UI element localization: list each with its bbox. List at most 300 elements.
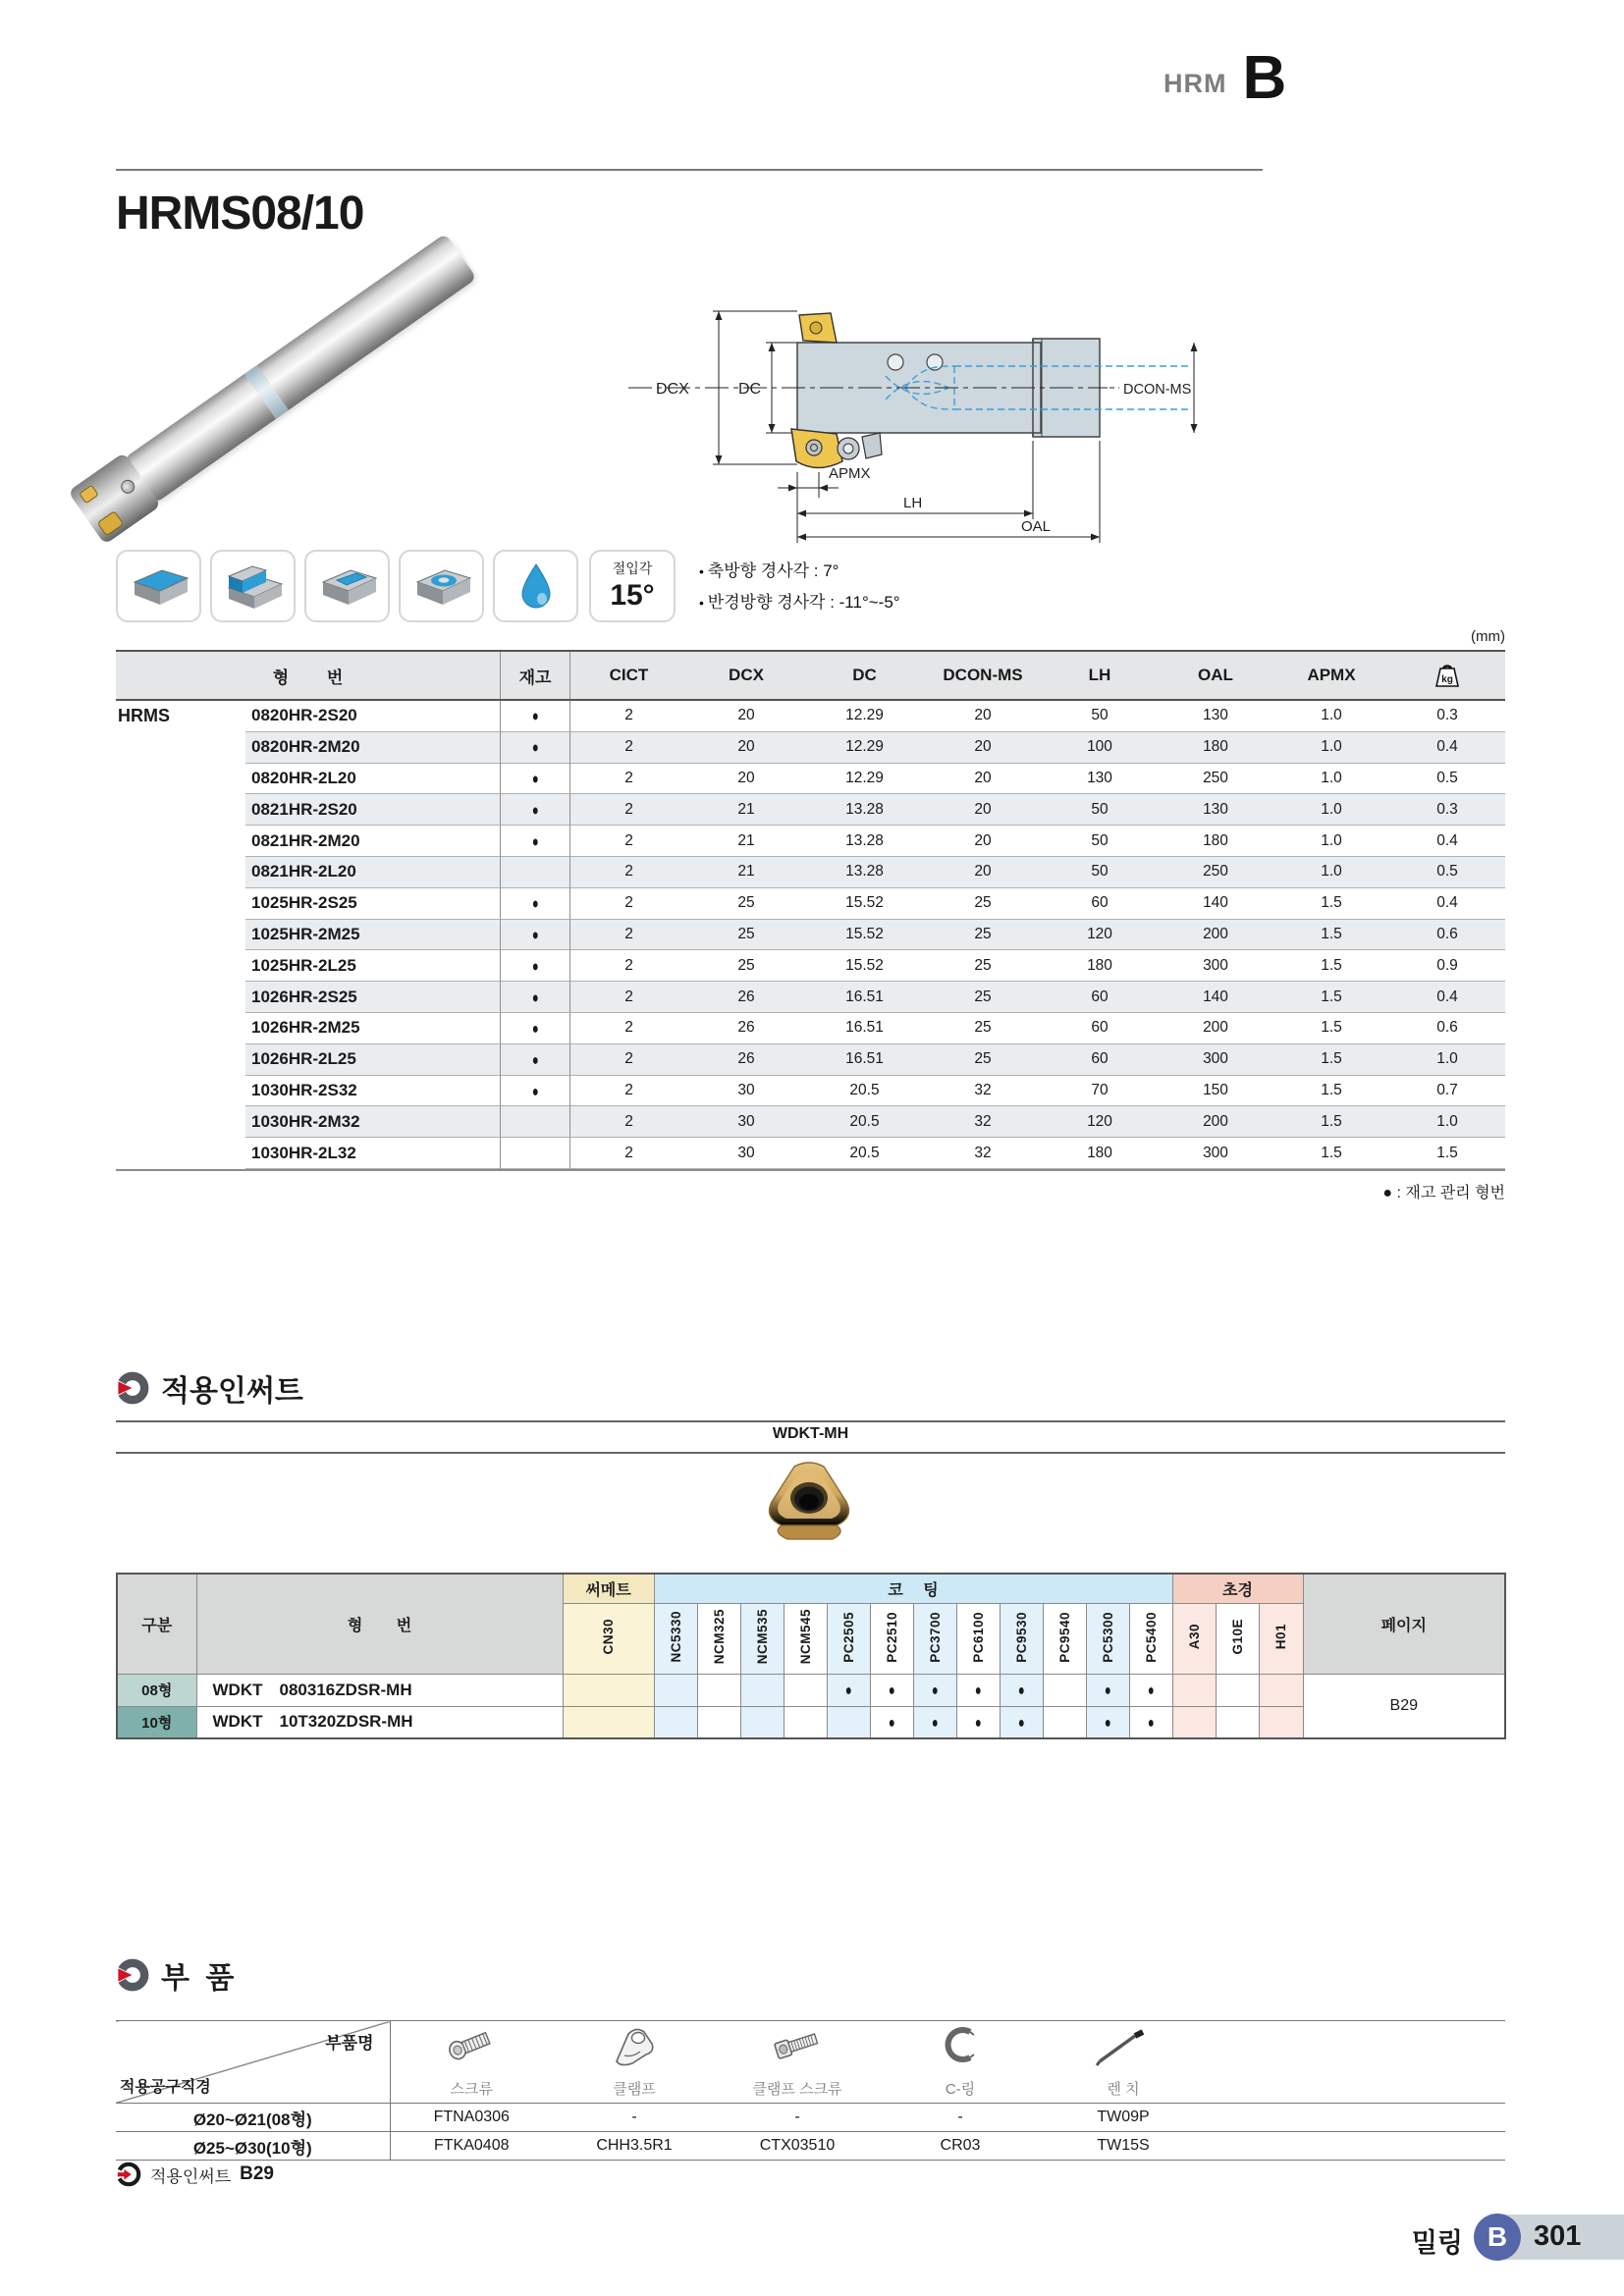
model-cell: 0821HR-2S20 (245, 794, 500, 826)
grade-row (117, 1706, 1505, 1738)
spec-row (116, 732, 1505, 764)
shoulder-milling-glyph (219, 561, 288, 612)
value-cell: 50 (1042, 857, 1158, 888)
model-cell: 1030HR-2S32 (245, 1076, 500, 1107)
availability-cell (956, 1674, 1000, 1706)
stock-cell (500, 794, 570, 826)
coolant-drop-icon (493, 550, 578, 622)
unit-note: (mm) (1471, 628, 1505, 645)
spec-row (116, 794, 1505, 826)
parts-header-images-row (116, 2021, 1505, 2074)
model-cell: 1026HR-2M25 (245, 1013, 500, 1044)
section-bullet-icon (116, 1958, 149, 1992)
model-cell: 1025HR-2L25 (245, 950, 500, 982)
part-name: C-링 (879, 2074, 1042, 2104)
col-page: 페이지 (1303, 1574, 1505, 1674)
value-cell: 32 (924, 1138, 1042, 1169)
coolant-glyph (518, 561, 554, 611)
availability-cell (697, 1674, 740, 1706)
parts-section-title: 부 품 (161, 1962, 235, 1995)
value-cell: 0.4 (1389, 732, 1505, 764)
grade-name (1259, 1603, 1303, 1674)
model-cell: 0820HR-2S20 (245, 701, 500, 732)
model-cell: 1025HR-2M25 (245, 920, 500, 951)
value-cell: 100 (1042, 732, 1158, 764)
series-cell (116, 732, 245, 764)
value-cell: 1.0 (1273, 794, 1389, 826)
model-cell: 1025HR-2S25 (245, 888, 500, 920)
dim-label-apmx: APMX (829, 465, 871, 482)
grade-name (1129, 1603, 1172, 1674)
value-cell: 140 (1158, 888, 1273, 920)
value-cell: 12.29 (805, 732, 924, 764)
diameter-range-cell: Ø20~Ø21(08형) (116, 2104, 390, 2132)
value-cell: 15.52 (805, 888, 924, 920)
availability-cell (563, 1674, 654, 1706)
value-cell: 15.52 (805, 920, 924, 951)
value-cell: 150 (1158, 1076, 1273, 1107)
category-cell: 08형 (117, 1674, 196, 1706)
series-cell (116, 1013, 245, 1044)
stock-dot: ● (531, 769, 539, 788)
parts-section-header (116, 1953, 234, 1997)
footer-page-number: 301 (1534, 2220, 1582, 2252)
value-cell: 1.0 (1389, 1044, 1505, 1076)
value-cell: 21 (687, 794, 805, 826)
part-number-cell: - (716, 2104, 879, 2132)
value-cell: 20 (924, 857, 1042, 888)
value-cell: 20 (924, 794, 1042, 826)
value-cell: 13.28 (805, 857, 924, 888)
parts-row (116, 2132, 1505, 2161)
grade-name-text: PC2505 (840, 1611, 856, 1663)
insert-grade-table (116, 1573, 1506, 1739)
stock-dot: ● (531, 893, 539, 913)
value-cell: 20 (924, 732, 1042, 764)
value-cell: 1.5 (1273, 982, 1389, 1013)
availability-dot: ● (1147, 1680, 1155, 1699)
value-cell: 12.29 (805, 764, 924, 795)
availability-dot: ● (888, 1680, 895, 1699)
value-cell: 1.5 (1273, 950, 1389, 982)
dim-label-dc: DC (738, 381, 762, 398)
grade-name-text: NCM325 (711, 1609, 727, 1665)
value-cell: 180 (1158, 826, 1273, 857)
insert-model: 080316ZDSR-MH (279, 1680, 412, 1699)
availability-cell (740, 1706, 784, 1738)
grade-name (740, 1603, 784, 1674)
availability-cell (1172, 1706, 1216, 1738)
grade-row (117, 1674, 1505, 1706)
stock-cell (500, 888, 570, 920)
dim-label-oal: OAL (1021, 518, 1052, 535)
grade-name-text: NCM545 (797, 1609, 813, 1665)
value-cell: 60 (1042, 1013, 1158, 1044)
section-bullet-icon (116, 1371, 149, 1405)
availability-cell (1259, 1674, 1303, 1706)
value-cell: 25 (924, 920, 1042, 951)
value-cell: 25 (687, 950, 805, 982)
value-cell: 20 (687, 732, 805, 764)
header-rule (116, 169, 1263, 171)
grade-name-text: PC6100 (970, 1611, 986, 1663)
spec-table (116, 650, 1505, 1169)
parts-row (116, 2104, 1505, 2132)
value-cell: 2 (570, 1138, 687, 1169)
filler-cell (1205, 2074, 1505, 2104)
series-label: HRM (1164, 68, 1227, 98)
value-cell: 2 (570, 1013, 687, 1044)
stock-dot: ● (531, 925, 539, 944)
value-cell: 16.51 (805, 982, 924, 1013)
spec-table-bottom-rule (116, 1169, 1505, 1171)
stock-cell (500, 950, 570, 982)
value-cell: 25 (924, 982, 1042, 1013)
corner-label-part-name: 부품명 (325, 2034, 374, 2053)
grade-name-text: PC9530 (1013, 1611, 1029, 1663)
value-cell: 0.4 (1389, 888, 1505, 920)
series-cell (116, 950, 245, 982)
availability-cell (870, 1706, 913, 1738)
stock-cell (500, 1076, 570, 1107)
value-cell: 30 (687, 1138, 805, 1169)
model-cell: 0820HR-2M20 (245, 732, 500, 764)
grade-name (1172, 1603, 1216, 1674)
value-cell: 26 (687, 1044, 805, 1076)
availability-cell (1086, 1674, 1129, 1706)
rake-angle-notes (699, 556, 900, 618)
grade-name (870, 1603, 913, 1674)
grade-name (563, 1603, 654, 1674)
part-number-cell: TW09P (1042, 2104, 1205, 2132)
spec-row (116, 950, 1505, 982)
stock-dot: ● (531, 1081, 539, 1100)
value-cell: 1.5 (1273, 1076, 1389, 1107)
dimension-diagram (589, 240, 1200, 555)
tool-shank (124, 234, 477, 504)
value-cell: 2 (570, 794, 687, 826)
value-cell: 1.0 (1389, 1106, 1505, 1138)
model-cell: 0821HR-2L20 (245, 857, 500, 888)
value-cell: 16.51 (805, 1013, 924, 1044)
value-cell: 180 (1158, 732, 1273, 764)
availability-cell (784, 1674, 827, 1706)
wrench-icon (1042, 2021, 1205, 2074)
page-header (1164, 44, 1287, 112)
availability-dot: ● (844, 1680, 852, 1699)
series-cell (116, 1076, 245, 1107)
value-cell: 20 (687, 701, 805, 732)
value-cell: 200 (1158, 1013, 1273, 1044)
group-coating: 코 팅 (654, 1574, 1172, 1603)
value-cell: 2 (570, 920, 687, 951)
grade-name-text: PC5300 (1100, 1611, 1115, 1663)
availability-cell (1216, 1706, 1259, 1738)
clamp-icon (553, 2021, 716, 2074)
value-cell: 0.6 (1389, 1013, 1505, 1044)
stock-cell (500, 1044, 570, 1076)
axial-rake-note: • 축방향 경사각 : 7° (699, 556, 900, 587)
grade-group-row (117, 1574, 1505, 1603)
value-cell: 200 (1158, 920, 1273, 951)
value-cell: 21 (687, 826, 805, 857)
stock-dot: ● (531, 737, 539, 757)
insert-maker: WDKT (212, 1680, 263, 1699)
series-cell (116, 1106, 245, 1138)
grade-name-text: A30 (1186, 1624, 1202, 1650)
grade-name (827, 1603, 870, 1674)
tool-label-band (244, 365, 289, 419)
value-cell: 26 (687, 1013, 805, 1044)
value-cell: 70 (1042, 1076, 1158, 1107)
insert-photo (754, 1457, 864, 1547)
stock-dot: ● (531, 988, 539, 1006)
series-cell (116, 920, 245, 951)
value-cell: 13.28 (805, 794, 924, 826)
page-ref-cell: B29 (1303, 1674, 1505, 1738)
insert-rule-bottom (116, 1452, 1505, 1454)
col-lh: LH (1088, 666, 1111, 684)
grade-name-text: PC9540 (1056, 1611, 1072, 1663)
value-cell: 0.5 (1389, 764, 1505, 795)
value-cell: 300 (1158, 1138, 1273, 1169)
insert-maker: WDKT (212, 1712, 263, 1732)
value-cell: 13.28 (805, 826, 924, 857)
value-cell: 12.29 (805, 701, 924, 732)
value-cell: 0.7 (1389, 1076, 1505, 1107)
value-cell: 50 (1042, 826, 1158, 857)
availability-cell (563, 1706, 654, 1738)
value-cell: 2 (570, 1044, 687, 1076)
page-title: HRMS08/10 (116, 187, 364, 240)
value-cell: 140 (1158, 982, 1273, 1013)
value-cell: 0.3 (1389, 701, 1505, 732)
grade-name-text: PC2510 (884, 1611, 899, 1663)
col-dcon-ms: DCON-MS (943, 666, 1023, 684)
col-model: 형 번 (272, 667, 344, 687)
parts-table (116, 2020, 1505, 2161)
spec-row (116, 920, 1505, 951)
stock-dot: ● (531, 831, 539, 850)
value-cell: 1.0 (1273, 764, 1389, 795)
col-stock: 재고 (500, 652, 570, 699)
diameter-range-cell: Ø25~Ø30(10형) (116, 2132, 390, 2161)
value-cell: 250 (1158, 857, 1273, 888)
main-table-body (116, 701, 1505, 1169)
stock-cell (500, 1013, 570, 1044)
grade-name-text: PC5400 (1143, 1611, 1159, 1663)
spec-row (116, 1138, 1505, 1169)
insert-model-cell (196, 1706, 563, 1738)
link-page: B29 (240, 2163, 274, 2184)
availability-cell (654, 1706, 697, 1738)
series-cell (116, 1138, 245, 1169)
link-label: 적용인써트 (150, 2166, 232, 2186)
part-number-cell: FTKA0408 (390, 2132, 553, 2161)
grade-name-text: NC5330 (668, 1611, 683, 1663)
spec-row (116, 701, 1505, 732)
entry-angle-box (589, 550, 676, 622)
value-cell: 2 (570, 826, 687, 857)
value-cell: 30 (687, 1076, 805, 1107)
shoulder-milling-icon (210, 550, 296, 622)
dim-label-lh: LH (903, 495, 923, 511)
value-cell: 20.5 (805, 1076, 924, 1107)
value-cell: 0.9 (1389, 950, 1505, 982)
value-cell: 60 (1042, 982, 1158, 1013)
value-cell: 1.5 (1273, 888, 1389, 920)
value-cell: 20.5 (805, 1138, 924, 1169)
group-carbide: 초경 (1172, 1574, 1303, 1603)
part-name: 스크류 (390, 2074, 553, 2104)
spec-row (116, 1076, 1505, 1107)
value-cell: 130 (1042, 764, 1158, 795)
value-cell: 1.0 (1273, 701, 1389, 732)
entry-angle-label: 절입각 (612, 561, 653, 576)
insert-page-link (116, 2162, 274, 2187)
value-cell: 30 (687, 1106, 805, 1138)
circular-milling-icon (399, 550, 484, 622)
spec-row (116, 1044, 1505, 1076)
value-cell: 20 (924, 764, 1042, 795)
grade-table-head (117, 1574, 1505, 1674)
radial-rake-note: • 반경방향 경사각 : -11°~-5° (699, 587, 900, 618)
value-cell: 2 (570, 1106, 687, 1138)
series-cell (116, 888, 245, 920)
availability-cell (1086, 1706, 1129, 1738)
value-cell: 0.3 (1389, 794, 1505, 826)
value-cell: 1.5 (1273, 1013, 1389, 1044)
stock-dot: ● (531, 1049, 539, 1069)
availability-cell (697, 1706, 740, 1738)
value-cell: 32 (924, 1076, 1042, 1107)
value-cell: 25 (924, 1013, 1042, 1044)
spec-row (116, 888, 1505, 920)
part-number-cell: - (879, 2104, 1042, 2132)
spec-row (116, 764, 1505, 795)
value-cell: 2 (570, 888, 687, 920)
value-cell: 1.5 (1273, 1044, 1389, 1076)
value-cell: 2 (570, 857, 687, 888)
part-name: 렌 치 (1042, 2074, 1205, 2104)
model-cell: 1026HR-2S25 (245, 982, 500, 1013)
value-cell: 250 (1158, 764, 1273, 795)
tool-cutter-head (68, 453, 161, 545)
value-cell: 60 (1042, 1044, 1158, 1076)
model-cell: 0820HR-2L20 (245, 764, 500, 795)
grade-name-text: NCM535 (754, 1609, 770, 1665)
section-tab: B (1242, 44, 1287, 112)
value-cell: 25 (924, 888, 1042, 920)
dim-label-dcon: DCON-MS (1123, 382, 1192, 398)
value-cell: 1.0 (1273, 857, 1389, 888)
grade-name (1043, 1603, 1086, 1674)
stock-cell (500, 1138, 570, 1169)
insert-model-cell (196, 1674, 563, 1706)
part-number-cell: - (553, 2104, 716, 2132)
availability-cell (1259, 1706, 1303, 1738)
part-name: 클램프 스크류 (716, 2074, 879, 2104)
grade-name (956, 1603, 1000, 1674)
stock-note: ● : 재고 관리 형번 (1382, 1185, 1505, 1201)
spec-row (116, 982, 1505, 1013)
availability-cell (870, 1674, 913, 1706)
grade-name (913, 1603, 956, 1674)
value-cell: 20 (924, 826, 1042, 857)
availability-dot: ● (1104, 1680, 1111, 1699)
availability-cell (1043, 1674, 1086, 1706)
availability-cell (913, 1674, 956, 1706)
value-cell: 120 (1042, 1106, 1158, 1138)
footer-tab-badge: B (1474, 2214, 1521, 2261)
grade-name (654, 1603, 697, 1674)
slot-milling-glyph (313, 561, 382, 612)
grade-name (697, 1603, 740, 1674)
grade-name (1216, 1603, 1259, 1674)
grade-name (1000, 1603, 1043, 1674)
part-number-cell: FTNA0306 (390, 2104, 553, 2132)
entry-angle-value: 15° (610, 579, 655, 612)
grade-name-text: G10E (1229, 1619, 1245, 1655)
availability-cell (827, 1706, 870, 1738)
insert-rule-top (116, 1420, 1505, 1422)
grade-name (1086, 1603, 1129, 1674)
value-cell: 2 (570, 701, 687, 732)
value-cell: 0.4 (1389, 826, 1505, 857)
insert-bottom (97, 510, 125, 537)
availability-dot: ● (1104, 1712, 1111, 1731)
stock-cell (500, 826, 570, 857)
grade-name-text: H01 (1273, 1624, 1288, 1650)
series-cell (116, 794, 245, 826)
insert-model: 10T320ZDSR-MH (279, 1712, 413, 1732)
insert-name: WDKT-MH (772, 1425, 849, 1442)
availability-cell (1216, 1674, 1259, 1706)
spec-row (116, 1013, 1505, 1044)
face-milling-glyph (125, 561, 193, 612)
footer-category: 밀링 (1411, 2228, 1463, 2258)
filler-cell (1205, 2021, 1505, 2074)
value-cell: 300 (1158, 1044, 1273, 1076)
spec-table-header (116, 650, 1505, 701)
clamp-screw-detail (118, 477, 136, 496)
stock-cell (500, 701, 570, 732)
grade-table-body (117, 1674, 1505, 1738)
value-cell: 32 (924, 1106, 1042, 1138)
availability-cell (913, 1706, 956, 1738)
svg-text:kg: kg (1441, 674, 1453, 685)
value-cell: 1.5 (1389, 1138, 1505, 1169)
col-oal: OAL (1198, 666, 1233, 684)
series-cell (116, 982, 245, 1013)
col-model: 형 번 (196, 1574, 563, 1674)
filler-cell (1205, 2132, 1505, 2161)
category-cell: 10형 (117, 1706, 196, 1738)
stock-cell (500, 920, 570, 951)
availability-cell (1000, 1706, 1043, 1738)
value-cell: 2 (570, 732, 687, 764)
availability-cell (956, 1706, 1000, 1738)
col-cict: CICT (609, 666, 649, 684)
value-cell: 130 (1158, 701, 1273, 732)
part-number-cell: CHH3.5R1 (553, 2132, 716, 2161)
link-arrow-icon (116, 2162, 141, 2187)
availability-dot: ● (931, 1712, 939, 1731)
insert-section-header (116, 1366, 303, 1410)
stock-cell (500, 732, 570, 764)
value-cell: 26 (687, 982, 805, 1013)
availability-cell (654, 1674, 697, 1706)
